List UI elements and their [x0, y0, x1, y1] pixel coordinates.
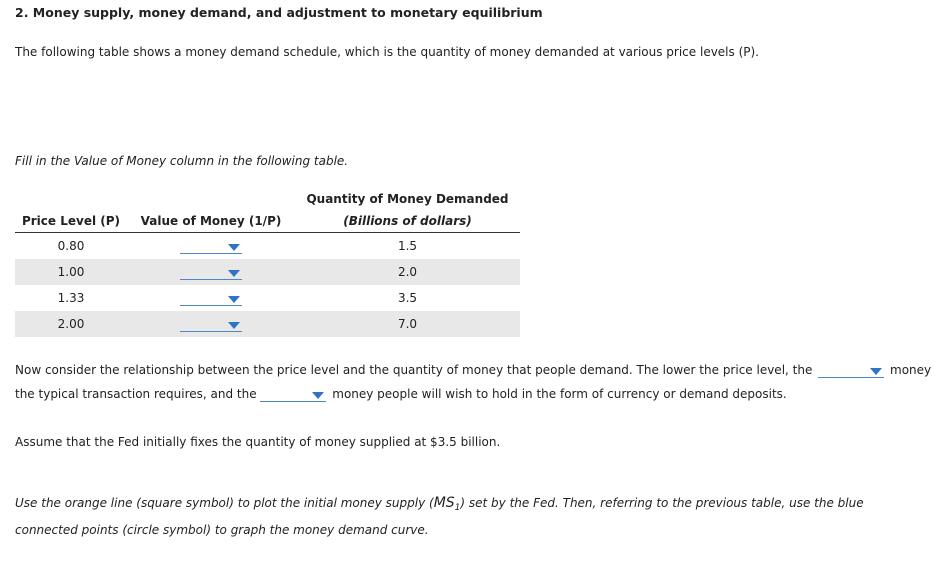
table-header-row-2: [15, 210, 520, 233]
fed-text: Assume that the Fed initially fixes the quantity of money supplied at $3.5 billion.: [15, 435, 501, 449]
qty-cell: 3.5: [397, 291, 418, 305]
price-cell: 1.00: [15, 259, 127, 285]
relation-text-3: the typical transaction requires, and the: [15, 387, 257, 401]
graph-instr-b: ) set by the Fed. Then, referring to the previous table, use the blue: [460, 496, 864, 510]
price-level-relation-dropdown[interactable]: [818, 363, 884, 378]
relation-line-1: [15, 363, 931, 378]
relation-text-4: money people will wish to hold in the form of currency or demand deposits.: [332, 387, 787, 401]
value-dropdown-row-4[interactable]: [180, 317, 242, 332]
price-cell: 1.33: [57, 291, 85, 305]
qty-cell: 7.0: [295, 311, 520, 337]
header-quantity: Quantity of Money Demanded: [306, 192, 509, 206]
graph-instr-a: Use the orange line (square symbol) to plot the initial money supply (: [15, 496, 434, 510]
relation-text-2: money: [890, 363, 932, 377]
table-row: [15, 311, 520, 337]
value-dropdown-row-2[interactable]: [180, 265, 242, 280]
value-dropdown-row-3[interactable]: [180, 291, 242, 306]
dropdown-arrow-icon: [228, 296, 240, 303]
relation-line-2: [15, 387, 787, 402]
relation-text-1: Now consider the relationship between the price level and the quantity of money that people demand. The lower the price level, the: [15, 363, 813, 377]
table-row: [15, 259, 520, 285]
price-cell: 2.00: [15, 311, 127, 337]
header-value-of-money: Value of Money (1/P): [127, 210, 295, 233]
ms-subscript: 1: [454, 503, 461, 513]
table-header-row-1: [15, 188, 520, 210]
graph-instruction-line-1: [15, 495, 864, 513]
dropdown-arrow-icon: [870, 368, 882, 375]
table-row: [15, 233, 520, 260]
instruction-text: Fill in the Value of Money column in the following table.: [15, 154, 349, 168]
ms-label: MS: [433, 495, 455, 511]
value-dropdown-row-1[interactable]: [180, 239, 242, 254]
table-row: [15, 285, 520, 311]
money-held-dropdown[interactable]: [260, 387, 326, 402]
dropdown-arrow-icon: [228, 244, 240, 251]
header-quantity-units: (Billions of dollars): [295, 210, 520, 233]
qty-cell: 2.0: [295, 259, 520, 285]
intro-text: The following table shows a money demand schedule, which is the quantity of money demanded at various price levels (P).: [15, 45, 759, 59]
header-price-level: Price Level (P): [15, 210, 127, 233]
money-demand-table: [15, 188, 520, 337]
qty-cell: 1.5: [397, 239, 418, 253]
dropdown-arrow-icon: [312, 392, 324, 399]
dropdown-arrow-icon: [228, 270, 240, 277]
dropdown-arrow-icon: [228, 322, 240, 329]
graph-instruction-line-2: connected points (circle symbol) to graph the money demand curve.: [15, 523, 429, 537]
price-cell: 0.80: [57, 239, 85, 253]
question-title: 2. Money supply, money demand, and adjustment to monetary equilibrium: [15, 5, 543, 20]
